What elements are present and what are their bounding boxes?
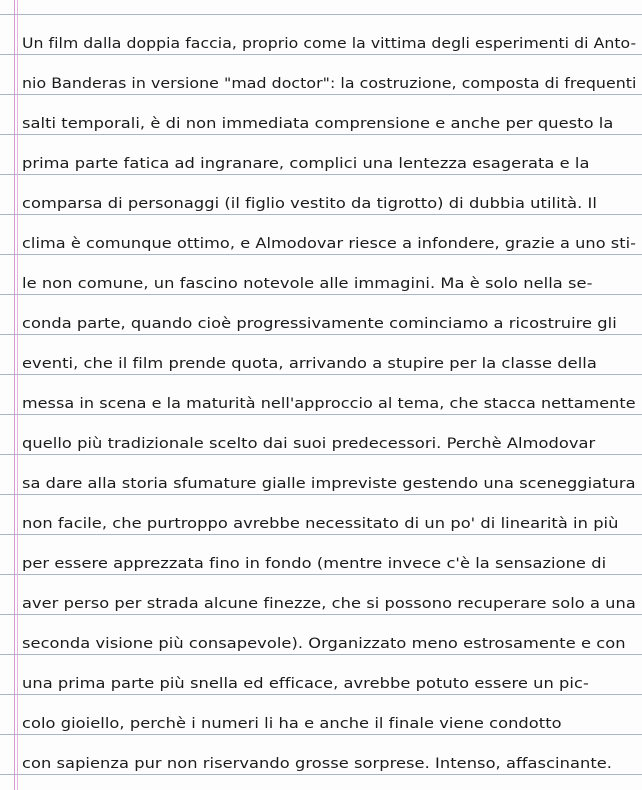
text-line: non facile, che purtroppo avrebbe necessitato di un po' di linearità in più [22, 516, 619, 532]
handwritten-text [22, 24, 636, 784]
text-line: sa dare alla storia sfumature gialle impreviste gestendo una sceneggiatura [22, 476, 636, 492]
text-line: salti temporali, è di non immediata comprensione e anche per questo la [22, 116, 614, 132]
text-line: con sapienza pur non riservando grosse sorprese. Intenso, affascinante. [22, 756, 613, 772]
text-line: messa in scena e la maturità nell'approccio al tema, che stacca nettamente [22, 396, 636, 412]
margin-line-inner [17, 0, 18, 790]
text-line: le non comune, un fascino notevole alle immagini. Ma è solo nella se- [22, 276, 593, 292]
text-line: seconda visione più consapevole). Organizzato meno estrosamente e con [22, 636, 626, 652]
text-line: una prima parte più snella ed efficace, avrebbe potuto essere un pic- [22, 676, 589, 692]
text-line: eventi, che il film prende quota, arrivando a stupire per la classe della [22, 356, 597, 372]
text-line: clima è comunque ottimo, e Almodovar riesce a infondere, grazie a uno sti- [22, 236, 637, 252]
text-line: per essere apprezzata fino in fondo (mentre invece c'è la sensazione di [22, 556, 607, 572]
margin-line [14, 0, 15, 790]
text-line: conda parte, quando cioè progressivamente cominciamo a ricostruire gli [22, 316, 617, 332]
text-line: comparsa di personaggi (il figlio vestito da tigrotto) di dubbia utilità. Il [22, 196, 597, 212]
text-line: aver perso per strada alcune finezze, che si possono recuperare solo a una [22, 596, 636, 612]
text-line: Un film dalla doppia faccia, proprio come la vittima degli esperimenti di Anto- [22, 36, 637, 52]
text-line: nio Banderas in versione "mad doctor": la costruzione, composta di frequenti [22, 76, 637, 92]
text-line: colo gioiello, perchè i numeri li ha e anche il finale viene condotto [22, 716, 562, 732]
text-line: prima parte fatica ad ingranare, complici una lentezza esagerata e la [22, 156, 590, 172]
text-line: quello più tradizionale scelto dai suoi predecessori. Perchè Almodovar [22, 436, 596, 452]
